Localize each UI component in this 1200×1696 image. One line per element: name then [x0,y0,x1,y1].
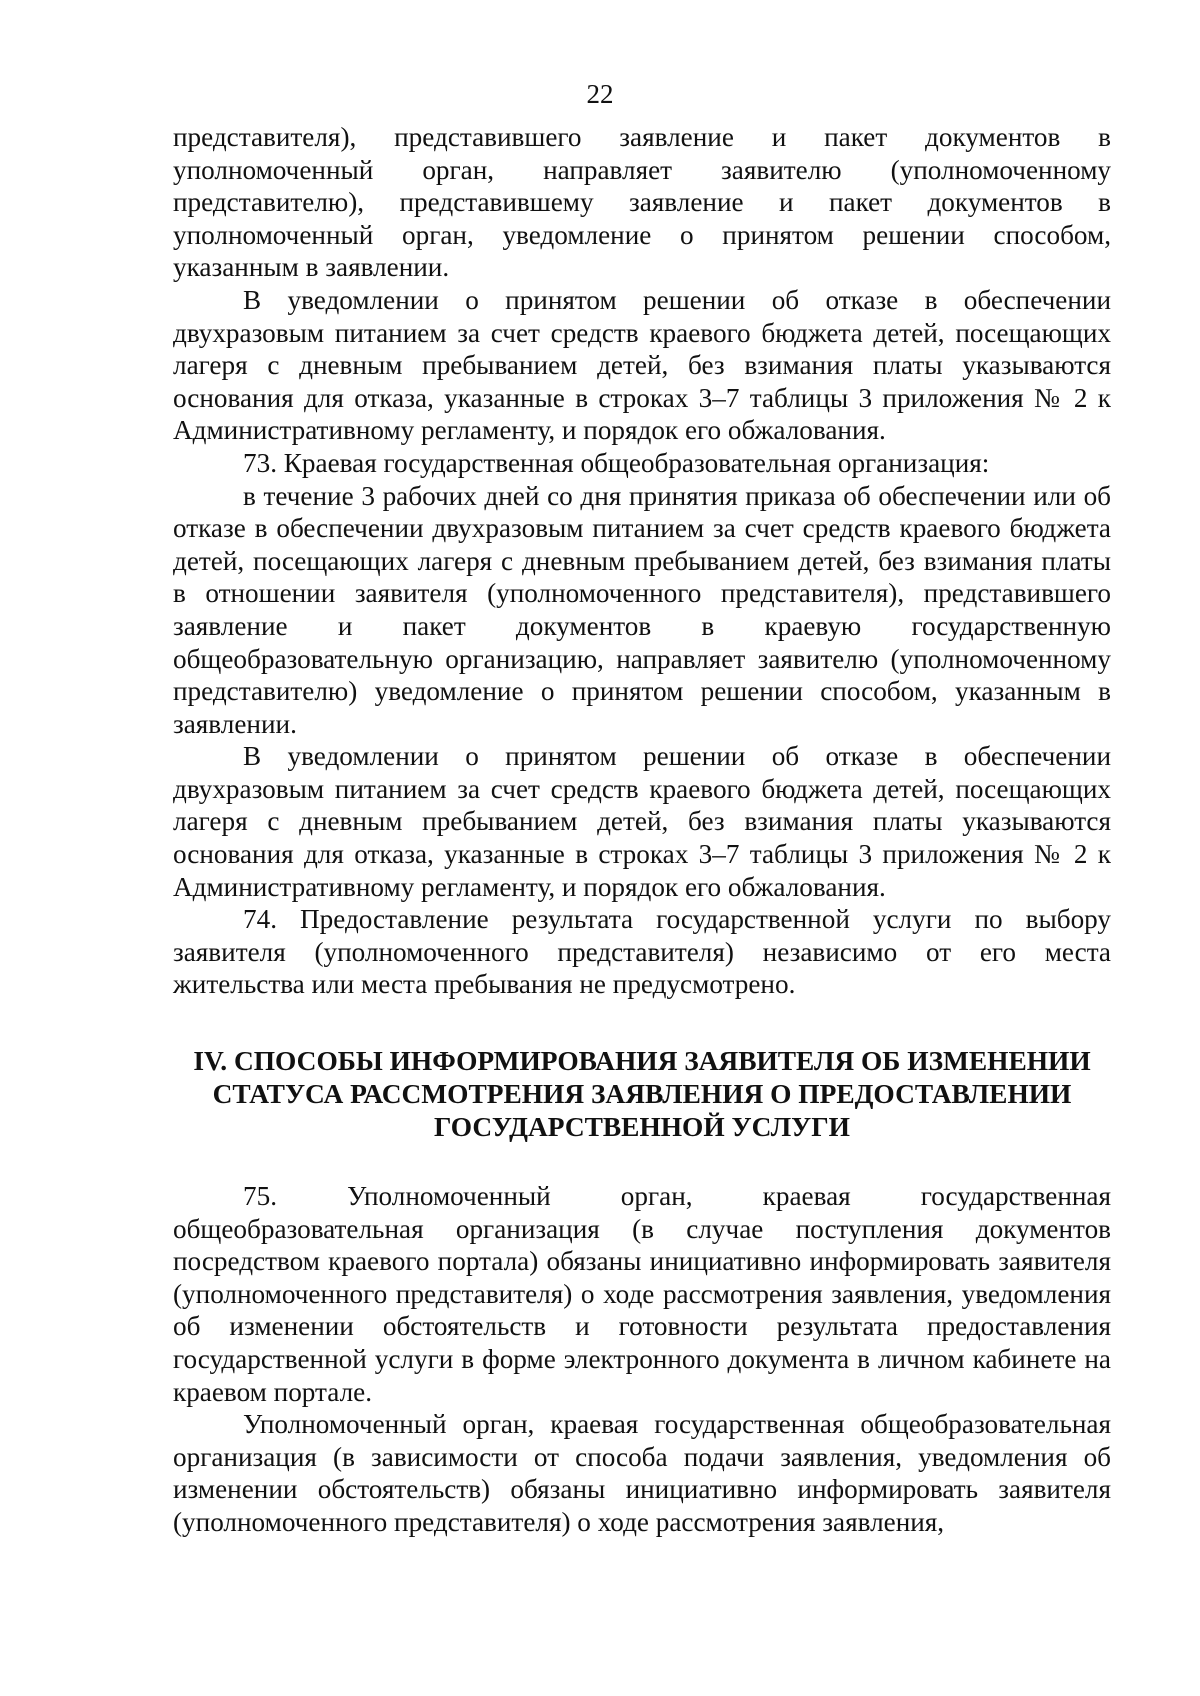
paragraph: в течение 3 рабочих дней со дня принятия приказа об обеспечении или об отказе в обеспечении двухразовым питанием за счет средств краевого бюджета детей, посещающих лагеря с дневным пребыванием детей, без взимания платы в отношении заявителя (уполномоченного представителя), представившего заявление и пакет документов в краевую государственную общеобразовательную организацию, направляет заявителю (уполномоченному представителю) уведомление о принятом решении способом, указанным в заявлении. [173,480,1111,739]
document-body [173,121,1111,1539]
section-heading-line: IV. СПОСОБЫ ИНФОРМИРОВАНИЯ ЗАЯВИТЕЛЯ ОБ ИЗМЕНЕНИИ [193,1046,1091,1077]
paragraph: представителя), представившего заявление и пакет документов в уполномоченный орган, направляет заявителю (уполномоченному представителю), представившему заявление и пакет документов в уполномоченный орган, уведомление о принятом решении способом, указанным в заявлении. [173,122,1111,283]
section-heading [173,1045,1111,1144]
section-heading-line: СТАТУСА РАССМОТРЕНИЯ ЗАЯВЛЕНИЯ О ПРЕДОСТАВЛЕНИИ [212,1079,1072,1110]
paragraph-item-74: 74. Предоставление результата государственной услуги по выбору заявителя (уполномоченного представителя) независимо от его места жительства или места пребывания не предусмотрено. [173,904,1111,1000]
paragraph: В уведомлении о принятом решении об отказе в обеспечении двухразовым питанием за счет средств краевого бюджета детей, посещающих лагеря с дневным пребыванием детей, без взимания платы указываются основания для отказа, указанные в строках 3–7 таблицы 3 приложения № 2 к Административному регламенту, и порядок его обжалования. [173,284,1111,446]
page-number: 22 [586,79,614,109]
paragraph-item-75: 75. Уполномоченный орган, краевая государственная общеобразовательная организация (в случае поступления документов посредством краевого портала) обязаны инициативно информировать заявителя (уполномоченного представителя) о ходе рассмотрения заявления, уведомления об изменении обстоятельств и готовности результата предоставления государственной услуги в форме электронного документа в личном кабинете на краевом портале. [173,1181,1111,1407]
paragraph: Уполномоченный орган, краевая государственная общеобразовательная организация (в зависимости от способа подачи заявления, уведомления об изменении обстоятельств) обязаны инициативно информировать заявителя (уполномоченного представителя) о ходе рассмотрения заявления, [173,1409,1111,1537]
section-heading-line: ГОСУДАРСТВЕННОЙ УСЛУГИ [434,1112,850,1143]
paragraph: В уведомлении о принятом решении об отказе в обеспечении двухразовым питанием за счет средств краевого бюджета детей, посещающих лагеря с дневным пребыванием детей, без взимания платы указываются основания для отказа, указанные в строках 3–7 таблицы 3 приложения № 2 к Административному регламенту, и порядок его обжалования. [173,741,1111,902]
paragraph-item-73: 73. Краевая государственная общеобразовательная организация: [243,447,990,478]
